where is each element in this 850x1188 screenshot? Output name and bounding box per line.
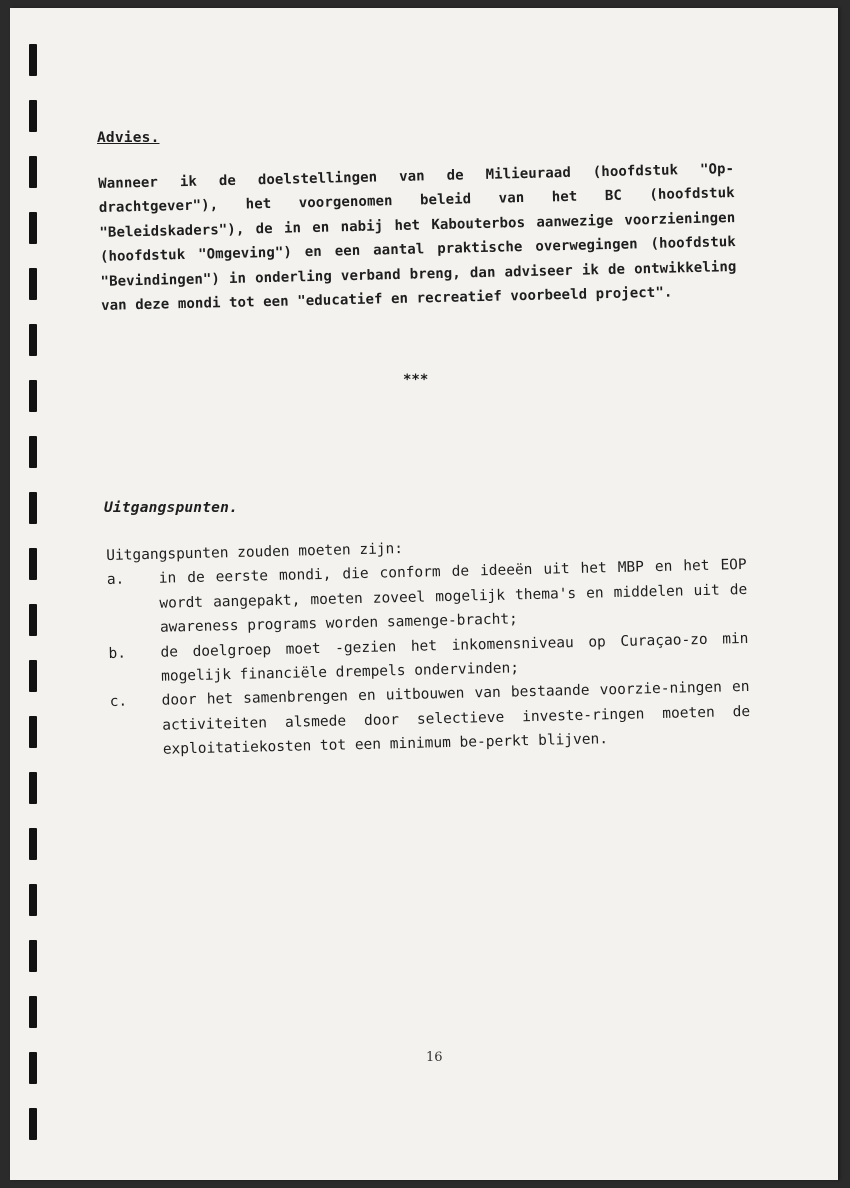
list-item-text: in de eerste mondi, die conform de ideeën uit het MBP en het EOP wordt aangepakt, moeten zoveel mogelijk thema's en middelen uit de awareness programs worden samenge-bracht; [158,557,748,636]
list-marker: c. [109,693,128,711]
advice-paragraph: Wanneer ik de doelstellingen van de Milieuraad (hoofdstuk "Op-drachtgever"), het voorgenomen beleid van het BC (hoofdstuk "Beleidskaders"), de in en nabij het Kabouterbos aanwezige voorzieningen (hoofdstuk "Omgeving") en een aantal praktische overwegingen (hoofdstuk "Bevindingen") in onderling verband breng, dan adviseer ik de ontwikkeling van deze mondi tot een "educatief en recreatief voorbeeld project". [98,161,737,314]
principles-list [106,529,751,764]
principles-intro: Uitgangspunten zouden moeten zijn: [106,541,404,564]
advice-heading: Advies. [97,130,160,146]
page-number: 16 [426,1050,443,1065]
list-item-text: de doelgroep moet -gezien het inkomensniveau op Curaçao-zo min mogelijk financiële drempels ondervinden; [160,630,749,685]
section-separator: *** [403,372,429,388]
list-marker: a. [106,571,125,589]
principles-heading: Uitgangspunten. [104,500,238,516]
list-item-text: door het samenbrengen en uitbouwen van bestaande voorzie-ningen en activiteiten alsmede door selectieve investe-ringen moeten de exploitatiekosten tot een minimum be-perkt blijven. [161,679,751,758]
list-item [109,675,751,763]
list-marker: b. [108,645,127,662]
